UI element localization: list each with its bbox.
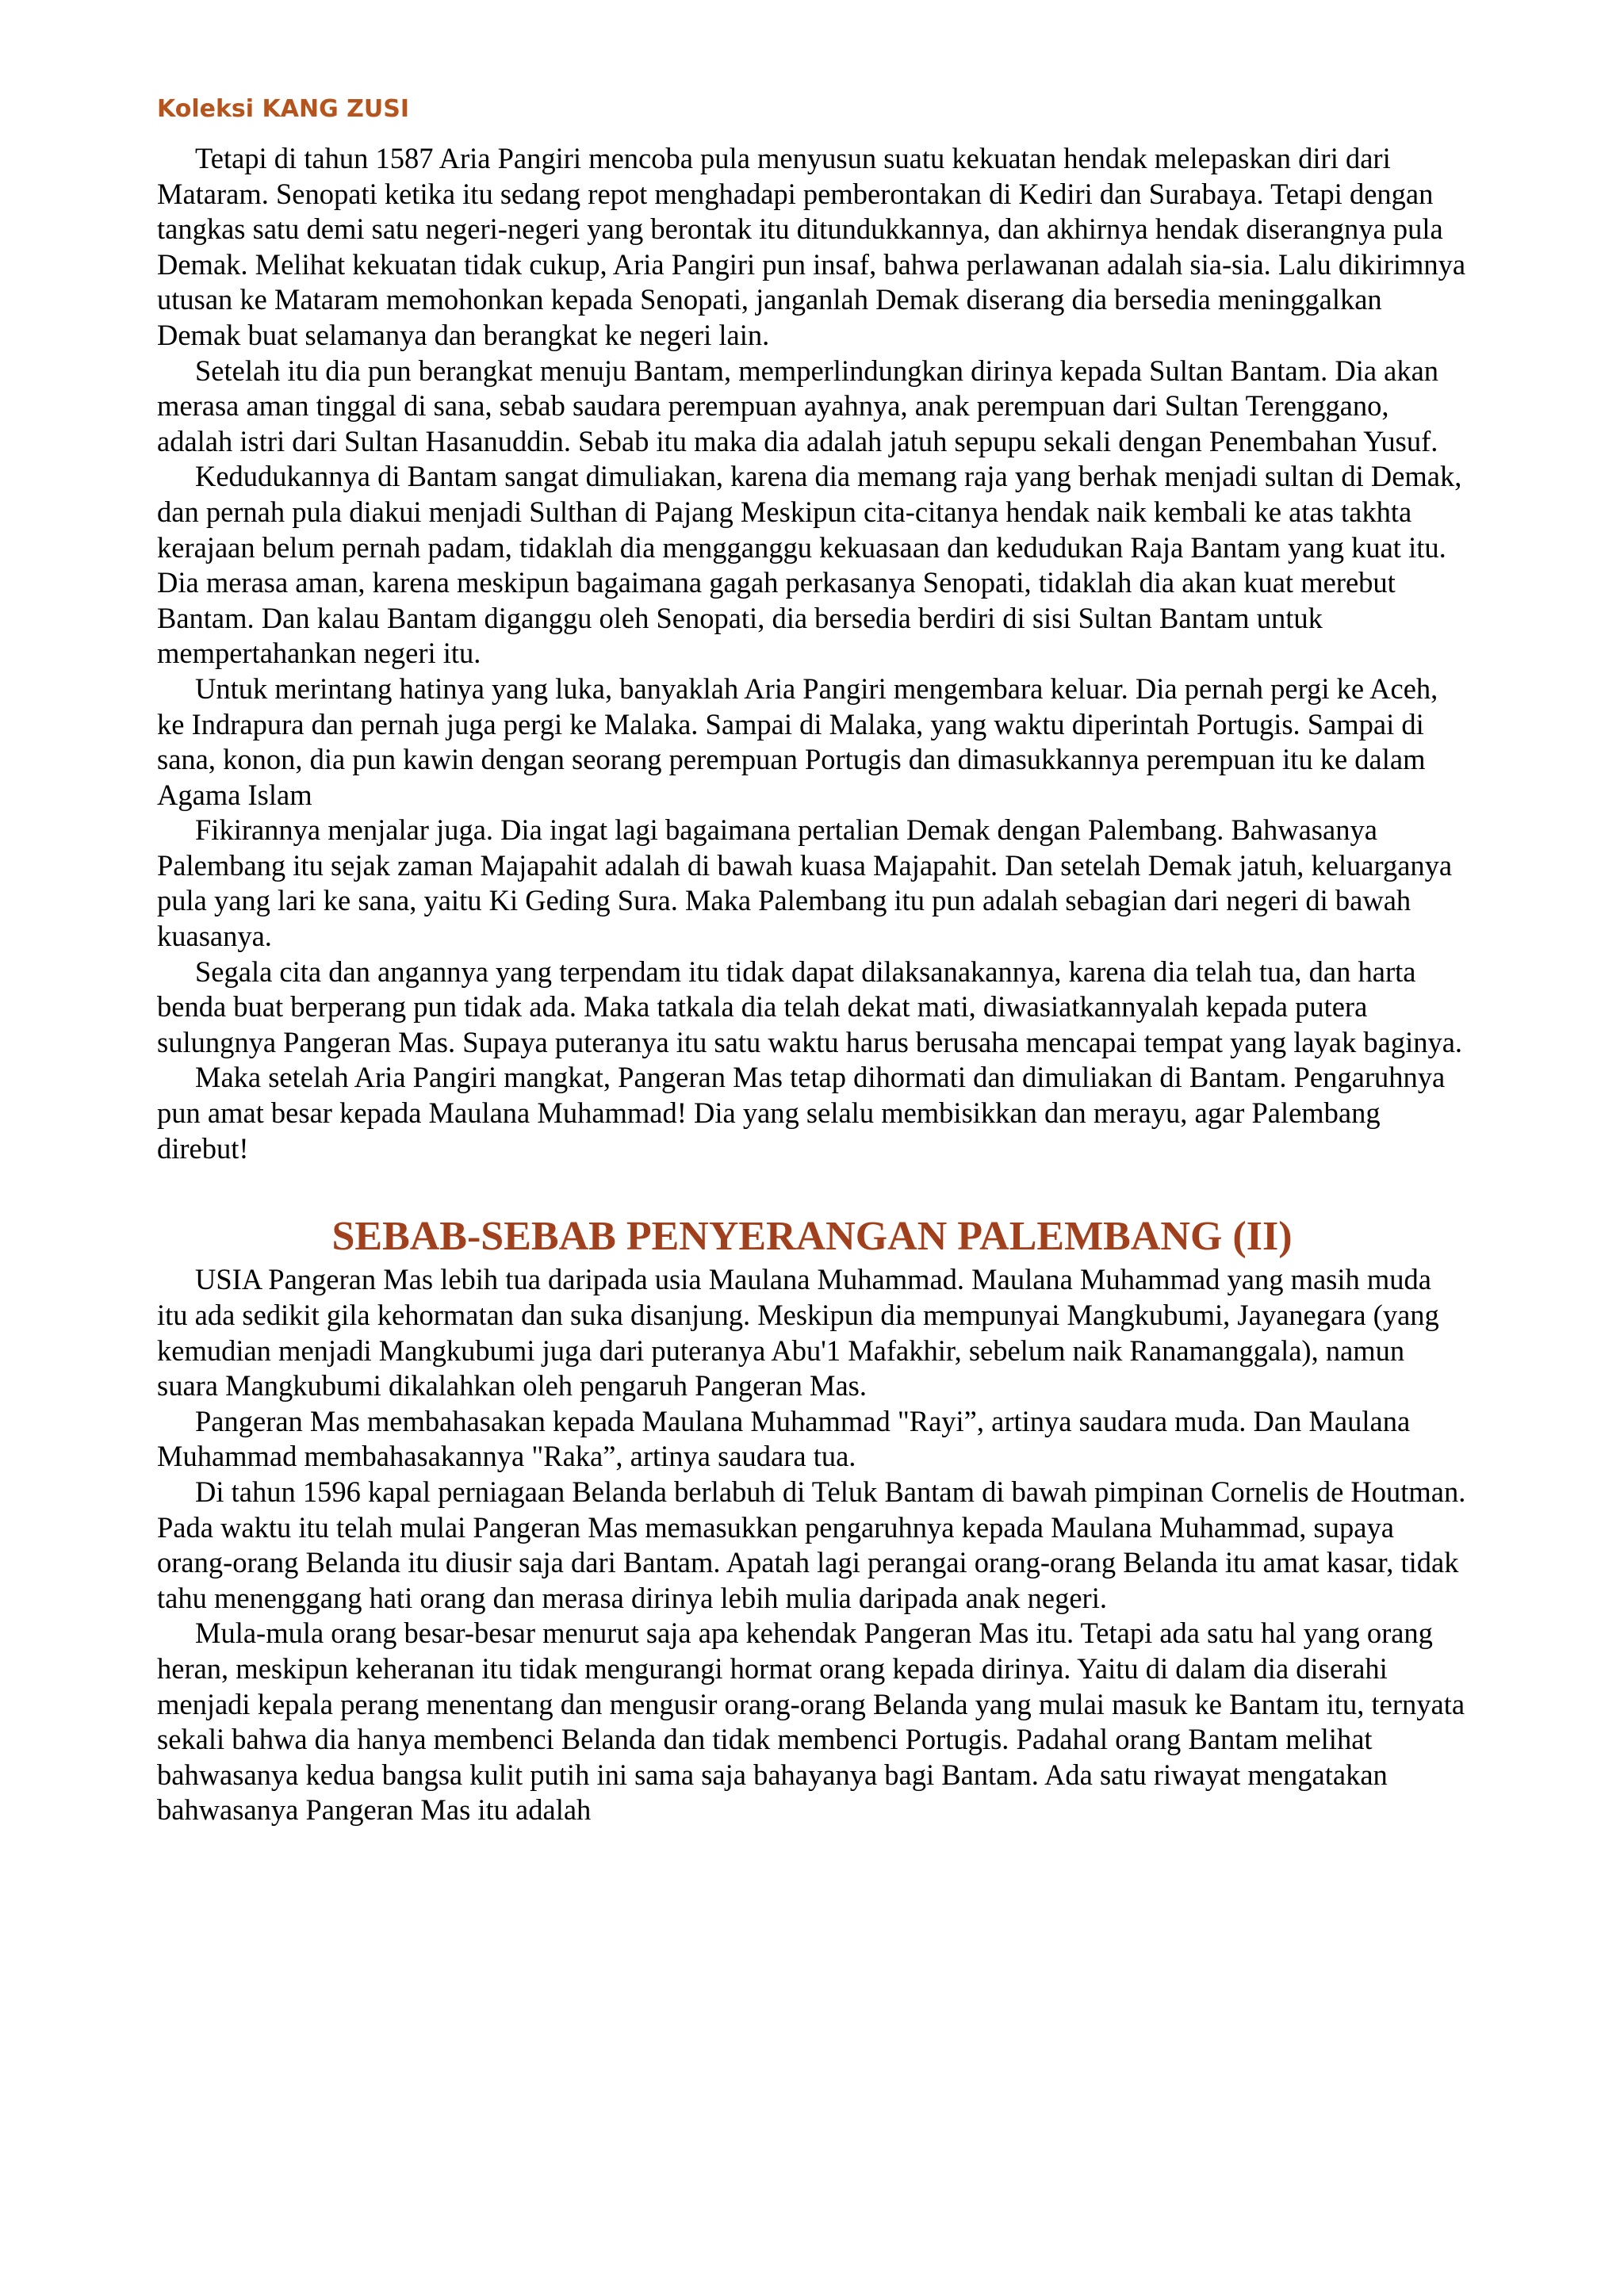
paragraph: Maka setelah Aria Pangiri mangkat, Pangeran Mas tetap dihormati dan dimuliakan di Bantam. Pengaruhnya pun amat besar kepada Maulana Muhammad! Dia yang selalu membisikkan dan merayu, agar Palembang direbut! [157, 1061, 1446, 1165]
document-page [157, 95, 1467, 1828]
paragraph: Di tahun 1596 kapal perniagaan Belanda berlabuh di Teluk Bantam di bawah pimpinan Cornelis de Houtman. Pada waktu itu telah mulai Pangeran Mas memasukkan pengaruhnya kepada Maulana Muhammad, supaya orang-orang Belanda itu diusir saja dari Bantam. Apatah lagi perangai orang-orang Belanda itu amat kasar, tidak tahu menenggang hati orang dan merasa dirinya lebih mulia daripada anak negeri. [157, 1475, 1466, 1614]
collection-label: Koleksi KANG ZUSI [157, 95, 410, 123]
paragraph: Fikirannya menjalar juga. Dia ingat lagi bagaimana pertalian Demak dengan Palembang. Bahwasanya Palembang itu sejak zaman Majapahit adalah di bawah kuasa Majapahit. Dan setelah Demak jatuh, keluarganya pula yang lari ke sana, yaitu Ki Geding Sura. Maka Palembang itu pun adalah sebagian dari negeri di bawah kuasanya. [157, 813, 1453, 953]
section-two [157, 1262, 1467, 1828]
paragraph: Pangeran Mas membahasakan kepada Maulana Muhammad "Rayi”, artinya saudara muda. Dan Maulana Muhammad membahasakannya "Raka”, artinya saudara tua. [157, 1404, 1411, 1473]
paragraph: Untuk merintang hatinya yang luka, banyaklah Aria Pangiri mengembara keluar. Dia pernah pergi ke Aceh, ke Indrapura dan pernah juga pergi ke Malaka. Sampai di Malaka, yang waktu diperintah Portugis. Sampai di sana, konon, dia pun kawin dengan seorang perempuan Portugis dan dimasukkannya perempuan itu ke dalam Agama Islam [157, 672, 1438, 811]
paragraph: Kedudukannya di Bantam sangat dimuliakan, karena dia memang raja yang berhak menjadi sultan di Demak, dan pernah pula diakui menjadi Sulthan di Pajang Meskipun cita-citanya hendak naik kembali ke atas takhta kerajaan belum pernah padam, tidaklah dia mengganggu kekuasaan dan kedudukan Raja Bantam yang kuat itu. Dia merasa aman, karena meskipun bagaimana gagah perkasanya Senopati, tidaklah dia akan kuat merebut Bantam. Dan kalau Bantam diganggu oleh Senopati, dia bersedia berdiri di sisi Sultan Bantam untuk mempertahankan negeri itu. [157, 460, 1462, 670]
paragraph: USIA Pangeran Mas lebih tua daripada usia Maulana Muhammad. Maulana Muhammad yang masih muda itu ada sedikit gila kehormatan dan suka disanjung. Meskipun dia mempunyai Mangkubumi, Jayanegara (yang kemudian menjadi Mangkubumi juga dari puteranya Abu'1 Mafakhir, sebelum naik Ranamanggala), namun suara Mangkubumi dikalahkan oleh pengaruh Pangeran Mas. [157, 1263, 1439, 1402]
paragraph: Mula-mula orang besar-besar menurut saja apa kehendak Pangeran Mas itu. Tetapi ada satu hal yang orang heran, meskipun keheranan itu tidak mengurangi hormat orang kepada dirinya. Yaitu di dalam dia diserahi menjadi kepala perang menentang dan mengusir orang-orang Belanda yang mulai masuk ke Bantam itu, ternyata sekali bahwa dia hanya membenci Belanda dan tidak membenci Portugis. Padahal orang Bantam melihat bahwasanya kedua bangsa kulit putih ini sama saja bahayanya bagi Bantam. Ada satu riwayat mengatakan bahwasanya Pangeran Mas itu adalah [157, 1617, 1465, 1827]
section-heading: SEBAB-SEBAB PENYERANGAN PALEMBANG (II) [331, 1214, 1293, 1260]
paragraph: Tetapi di tahun 1587 Aria Pangiri mencoba pula menyusun suatu kekuatan hendak melepaskan diri dari Mataram. Senopati ketika itu sedang repot menghadapi pemberontakan di Kediri dan Surabaya. Tetapi dengan tangkas satu demi satu negeri-negeri yang berontak itu ditundukkannya, dan akhirnya hendak diserangnya pula Demak. Melihat kekuatan tidak cukup, Aria Pangiri pun insaf, bahwa perlawanan adalah sia-sia. Lalu dikirimnya utusan ke Mataram memohonkan kepada Senopati, janganlah Demak diserang dia bersedia meninggalkan Demak buat selamanya dan berangkat ke negeri lain. [157, 142, 1466, 351]
paragraph: Setelah itu dia pun berangkat menuju Bantam, memperlindungkan dirinya kepada Sultan Bantam. Dia akan merasa aman tinggal di sana, sebab saudara perempuan ayahnya, anak perempuan dari Sultan Terenggano, adalah istri dari Sultan Hasanuddin. Sebab itu maka dia adalah jatuh sepupu sekali dengan Penembahan Yusuf. [157, 354, 1439, 457]
section-one [157, 141, 1467, 1166]
paragraph: Segala cita dan angannya yang terpendam itu tidak dapat dilaksanakannya, karena dia telah tua, dan harta benda buat berperang pun tidak ada. Maka tatkala dia telah dekat mati, diwasiatkannyalah kepada putera sulungnya Pangeran Mas. Supaya puteranya itu satu waktu harus berusaha mencapai tempat yang layak baginya. [157, 955, 1463, 1058]
